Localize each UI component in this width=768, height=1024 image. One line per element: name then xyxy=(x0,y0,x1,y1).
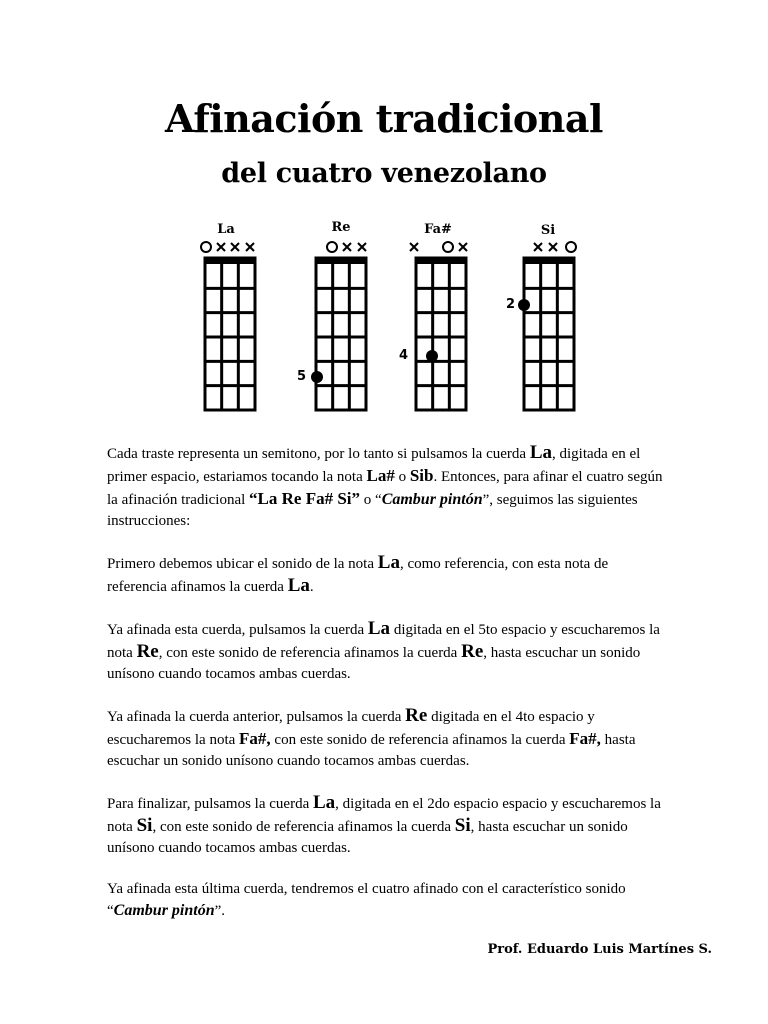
finger-dot-re xyxy=(311,371,323,383)
chord-grid-re xyxy=(316,258,366,410)
finger-dot-si xyxy=(518,299,530,311)
page-subtitle: del cuatro venezolano xyxy=(221,158,547,189)
muted-string-marker xyxy=(231,243,239,251)
paragraph-step-2: Ya afinada esta cuerda, pulsamos la cuerda La digitada en el 5to espacio y escucharemos la nota Re, con este sonido de referencia afinamos la cuerda Re, hasta escuchar un sonido unísono cuando tocamos ambas cuerdas. xyxy=(107,618,660,682)
paragraph-step-3: Ya afinada la cuerda anterior, pulsamos la cuerda Re digitada en el 4to espacio y escucharemos la nota Fa#, con este sonido de referencia afinamos la cuerda Fa#, hasta escuchar un sonido unísono cuando tocamos ambas cuerdas. xyxy=(107,705,636,769)
paragraph-conclusion: Ya afinada esta última cuerda, tendremos el cuatro afinado con el característico sonido “Cambur pintón”. xyxy=(107,881,626,919)
chord-name-la: La xyxy=(217,222,235,237)
chord-grid-si xyxy=(524,258,574,410)
chord-name-re: Re xyxy=(331,220,351,235)
muted-string-marker xyxy=(217,243,225,251)
muted-string-marker xyxy=(358,243,366,251)
chord-grid-fa-sharp xyxy=(416,258,466,410)
open-string-marker xyxy=(201,242,211,252)
open-string-marker xyxy=(566,242,576,252)
muted-string-marker xyxy=(459,243,467,251)
chord-grid-la xyxy=(205,258,255,410)
muted-string-marker xyxy=(410,243,418,251)
open-string-marker xyxy=(327,242,337,252)
author-signature: Prof. Eduardo Luis Martínes S. xyxy=(487,942,712,957)
page-title: Afinación tradicional xyxy=(165,96,603,141)
open-string-marker xyxy=(443,242,453,252)
muted-string-marker xyxy=(549,243,557,251)
fret-number-re: 5 xyxy=(297,369,307,384)
muted-string-marker xyxy=(534,243,542,251)
body-text xyxy=(107,442,667,942)
muted-string-marker xyxy=(246,243,254,251)
paragraph-intro: Cada traste representa un semitono, por lo tanto si pulsamos la cuerda La, digitada en el primer espacio, estariamos tocando la nota La# o Sib. Entonces, para afinar el cuatro según la afinación tradicional “La Re Fa# Si” o “Cambur pintón”, seguimos las siguientes instrucciones: xyxy=(107,442,663,529)
string-markers xyxy=(201,242,576,252)
paragraph-step-1: Primero debemos ubicar el sonido de la nota La, como referencia, con esta nota de referencia afinamos la cuerda La. xyxy=(107,552,609,596)
muted-string-marker xyxy=(343,243,351,251)
fret-number-si: 2 xyxy=(506,297,516,312)
finger-dot-fa-sharp xyxy=(426,350,438,362)
chord-name-fa-sharp: Fa# xyxy=(424,222,452,237)
paragraph-step-4: Para finalizar, pulsamos la cuerda La, digitada en el 2do espacio espacio y escucharemos la nota Si, con este sonido de referencia afinamos la cuerda Si, hasta escuchar un sonido unísono cuando tocamos ambas cuerdas. xyxy=(107,792,661,856)
fret-number-fa-sharp: 4 xyxy=(399,348,409,363)
chord-name-si: Si xyxy=(540,223,556,238)
